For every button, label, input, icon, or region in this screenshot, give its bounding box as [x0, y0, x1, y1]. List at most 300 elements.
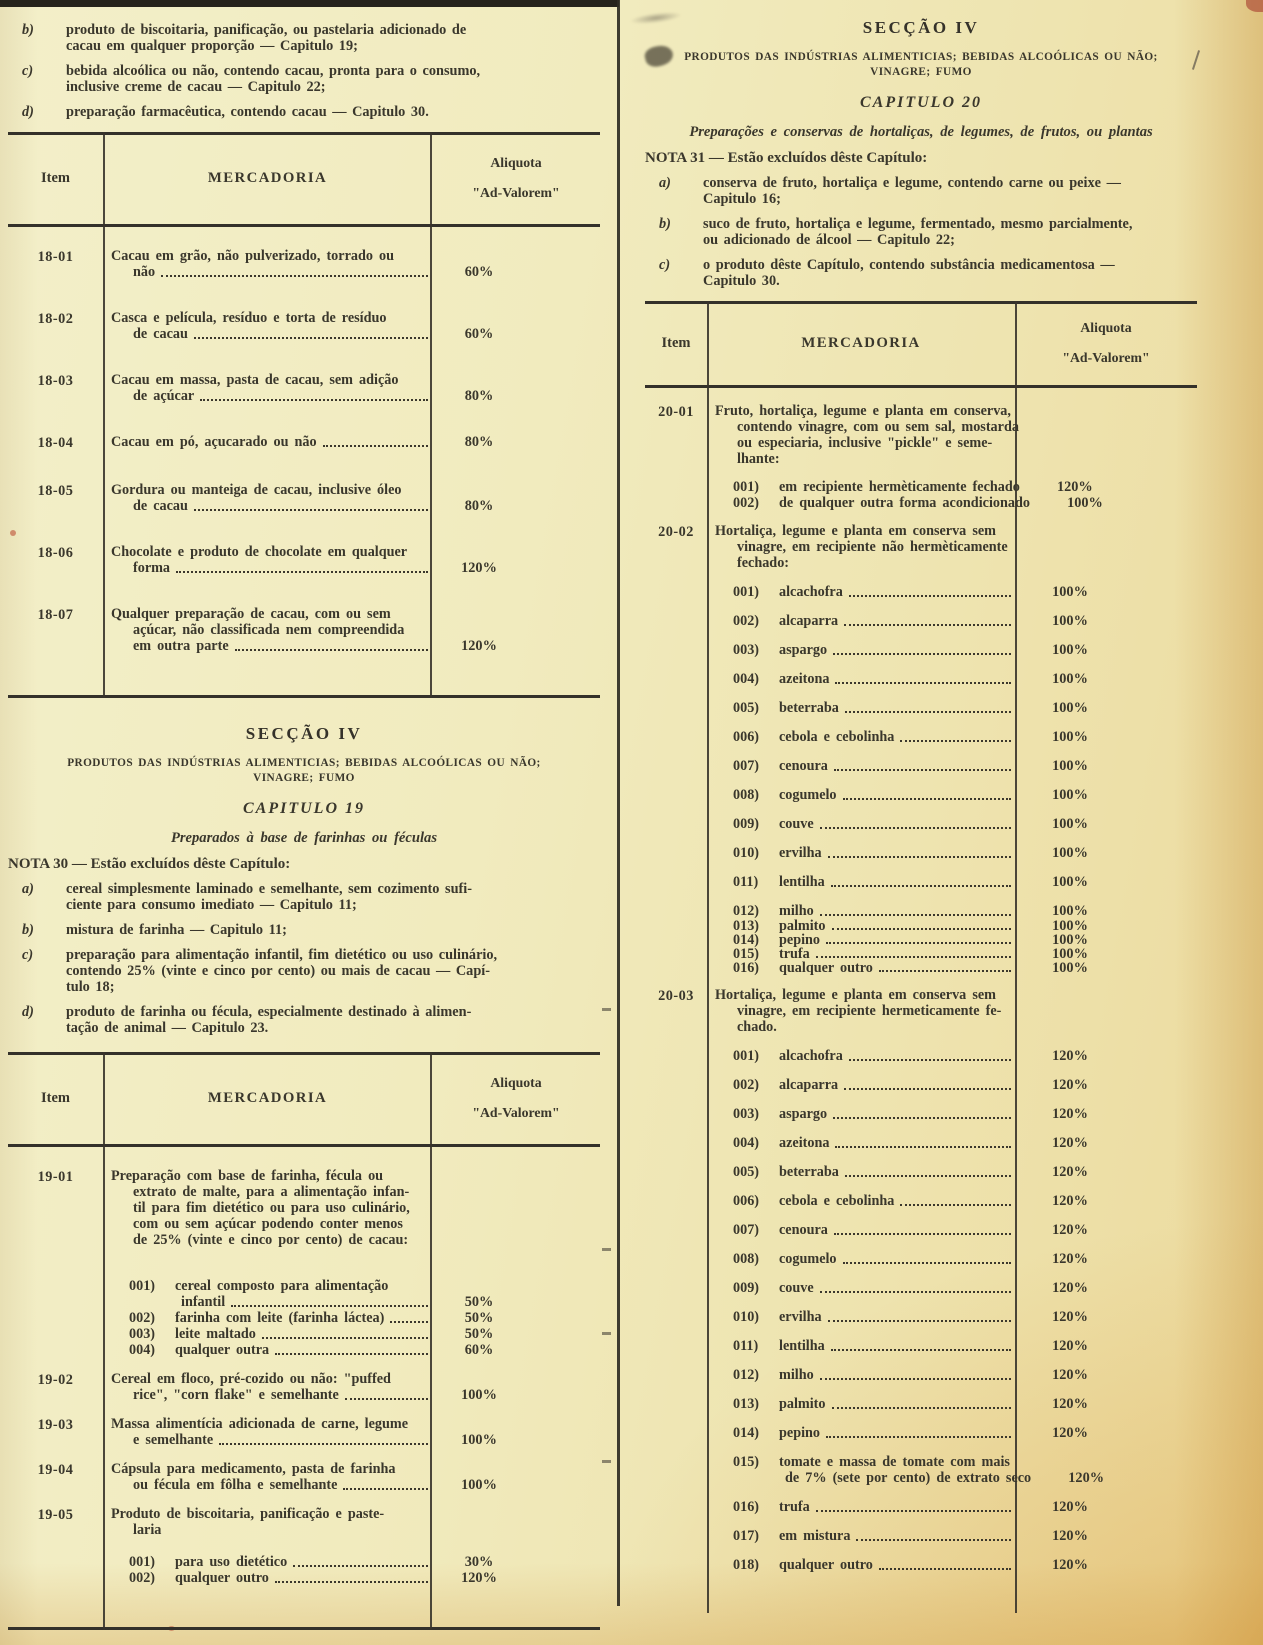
sub-item [707, 729, 1197, 745]
text-line [707, 874, 1197, 890]
table-row [8, 1371, 600, 1403]
dotted-leader [231, 1305, 428, 1307]
merchandise-text: aspargo [779, 642, 828, 658]
merchandise-text: em recipiente hermèticamente fechado [779, 479, 1020, 495]
rate-value: 120% [1052, 1280, 1088, 1296]
merchandise-text: azeitona [779, 1135, 830, 1151]
dotted-leader [293, 1565, 428, 1567]
merchandise-text: ervilha [779, 845, 822, 861]
item-code: 18-03 [37, 373, 74, 389]
note-text [66, 881, 600, 913]
table-body [645, 385, 1197, 1613]
text-line [103, 622, 600, 638]
merchandise-text: e semelhante [133, 1432, 214, 1448]
note-label: d) [22, 1004, 34, 1020]
header-aliquota-line2: "Ad-Valorem" [1062, 350, 1150, 365]
table-row [645, 403, 1197, 511]
dotted-leader [849, 595, 1011, 597]
tariff-table-chapter-18 [8, 132, 600, 698]
merchandise-text: de qualquer outra forma acondicionado [779, 495, 1030, 511]
dotted-leader [826, 942, 1011, 944]
note-line: produto de biscoitaria, panificação, ou pastelaria adicionado de [66, 22, 467, 38]
note-line: preparação farmacêutica, contendo cacau — Capitulo 30. [66, 104, 429, 120]
merchandise-text: Cacau em massa, pasta de cacau, sem adição [111, 372, 399, 388]
sub-item [103, 1326, 600, 1342]
nota31-items [645, 175, 1197, 289]
section-subtitle [645, 50, 1197, 80]
text-line [707, 523, 1197, 539]
item-code: 19-01 [37, 1169, 74, 1185]
note-item [8, 922, 600, 938]
dotted-leader [275, 1581, 428, 1583]
sub-item [103, 1570, 600, 1586]
text-line [707, 1309, 1197, 1325]
text-line [707, 1280, 1197, 1296]
text-line [707, 961, 1197, 975]
header-mercadoria: MERCADORIA [801, 334, 921, 351]
sub-item [707, 613, 1197, 629]
sub-item [707, 903, 1197, 919]
dotted-leader [831, 885, 1011, 887]
note-line: cacau em qualquer proporção — Capitulo 19; [66, 38, 358, 54]
text-line [103, 1184, 600, 1200]
sub-item [103, 1342, 600, 1358]
note-text [703, 216, 1197, 248]
text-line [103, 482, 600, 498]
note-text [703, 257, 1197, 289]
text-line [103, 388, 600, 404]
text-line [103, 1232, 600, 1248]
rate-value: 100% [1052, 903, 1088, 919]
scan-top-edge [0, 0, 619, 7]
merchandise-text: alcachofra [779, 1048, 843, 1064]
merchandise-text: rice", "corn flake" e semelhante [133, 1387, 339, 1403]
row-content [103, 1506, 600, 1586]
text-line [707, 1222, 1197, 1238]
header-aliquota-line2: "Ad-Valorem" [472, 185, 560, 200]
sub-item-number: 004) [733, 671, 760, 687]
item-code: 20-01 [658, 404, 694, 420]
rate-value: 120% [1052, 1164, 1088, 1180]
dotted-leader [200, 399, 428, 401]
merchandise-text: de 7% (sete por cento) de extrato seco [785, 1470, 1032, 1486]
dotted-leader [856, 1539, 1011, 1541]
sub-item [707, 700, 1197, 716]
text-line [707, 700, 1197, 716]
sub-item [707, 1528, 1197, 1544]
note-line: o produto dêste Capítulo, contendo substância medicamentosa — [703, 257, 1115, 273]
dotted-leader [845, 1175, 1011, 1177]
sub-item-number: 015) [733, 946, 760, 962]
text-line [103, 248, 600, 264]
sub-item [707, 584, 1197, 600]
merchandise-text: cebola e cebolinha [779, 729, 895, 745]
item-code: 20-02 [658, 524, 694, 540]
merchandise-text: alcachofra [779, 584, 843, 600]
dotted-leader [345, 1398, 428, 1400]
rate-value: 100% [1052, 642, 1088, 658]
note-line: Capitulo 30. [703, 273, 780, 289]
item-code: 18-02 [37, 311, 74, 327]
tariff-table-chapter-20 [645, 301, 1197, 1613]
text-line [707, 479, 1197, 495]
header-item: Item [661, 334, 691, 351]
rate-value: 120% [1052, 1077, 1088, 1093]
note-label: d) [22, 104, 34, 120]
dotted-leader [235, 649, 428, 651]
margin-tick [602, 1460, 611, 1463]
sub-item [707, 1499, 1197, 1515]
merchandise-text: lentilha [779, 1338, 825, 1354]
note-text [66, 63, 600, 95]
rate-value: 50% [464, 1310, 494, 1326]
margin-tick [602, 1008, 611, 1011]
text-line [707, 403, 1197, 419]
sub-item-number: 003) [733, 1106, 760, 1122]
table-row [8, 248, 600, 280]
text-line [707, 919, 1197, 933]
sub-item [103, 1278, 600, 1310]
rate-value: 120% [1052, 1135, 1088, 1151]
text-line [707, 1470, 1197, 1486]
rate-value: 80% [464, 498, 494, 514]
table-row [8, 482, 600, 514]
sub-item-number: 002) [733, 613, 760, 629]
dotted-leader [835, 682, 1011, 684]
nota-heading: NOTA 30 — Estão excluídos dêste Capítulo: [8, 856, 291, 872]
intro-notes [8, 22, 600, 120]
merchandise-text: cebola e cebolinha [779, 1193, 895, 1209]
table-row [8, 310, 600, 342]
row-content [103, 1168, 600, 1358]
dotted-leader [828, 856, 1011, 858]
merchandise-text: cenoura [779, 1222, 828, 1238]
dotted-leader [194, 509, 428, 511]
merchandise-text: contendo vinagre, com ou sem sal, mostarda [737, 419, 1019, 435]
merchandise-text: alcaparra [779, 613, 839, 629]
chapter-description: Preparações e conservas de hortaliças, de legumes, de frutos, ou plantas [689, 124, 1153, 140]
text-line [707, 642, 1197, 658]
merchandise-text: milho [779, 1367, 814, 1383]
text-line [707, 1396, 1197, 1412]
text-line [707, 1003, 1197, 1019]
nota-heading: NOTA 31 — Estão excluídos dêste Capítulo: [645, 150, 928, 166]
dotted-leader [161, 275, 428, 277]
sub-item-number: 017) [733, 1528, 760, 1544]
sub-items [707, 479, 1197, 511]
table-header [645, 301, 1197, 385]
sub-item-number: 012) [733, 903, 760, 919]
rate-value: 60% [464, 1342, 494, 1358]
merchandise-text: lentilha [779, 874, 825, 890]
rate-value: 100% [1052, 787, 1088, 803]
merchandise-text: aspargo [779, 1106, 828, 1122]
merchandise-text: Massa alimentícia adicionada de carne, legume [111, 1416, 409, 1432]
text-line [707, 435, 1197, 451]
sub-item [707, 919, 1197, 933]
table-header [8, 1052, 600, 1144]
sub-items [707, 1048, 1197, 1573]
sub-item [707, 495, 1197, 511]
row-content [103, 1461, 600, 1493]
rate-value: 120% [1052, 1367, 1088, 1383]
item-code: 20-03 [658, 988, 694, 1004]
sub-item-number: 004) [129, 1342, 156, 1358]
rate-value: 100% [1052, 700, 1088, 716]
sub-item-number: 008) [733, 787, 760, 803]
row-content [707, 987, 1197, 1573]
dotted-leader [826, 1436, 1011, 1438]
sub-item [707, 1222, 1197, 1238]
dotted-leader [844, 624, 1011, 626]
rate-value: 120% [1052, 1251, 1088, 1267]
note-line: bebida alcoólica ou não, contendo cacau, pronta para o consumo, [66, 63, 481, 79]
text-line [103, 1416, 600, 1432]
text-line [103, 1432, 600, 1448]
sub-item [707, 1048, 1197, 1064]
merchandise-text: qualquer outra [175, 1342, 270, 1358]
item-code: 19-02 [37, 1372, 74, 1388]
header-item: Item [41, 1089, 70, 1106]
sub-item-number: 004) [733, 1135, 760, 1151]
header-item: Item [41, 169, 70, 186]
dotted-leader [820, 827, 1011, 829]
text-line [707, 1164, 1197, 1180]
text-line [707, 947, 1197, 961]
note-text [703, 175, 1197, 207]
note-line: conserva de fruto, hortaliça e legume, contendo carne ou peixe — [703, 175, 1121, 191]
row-content [103, 544, 600, 576]
text-line [103, 1506, 600, 1522]
row-content [707, 523, 1197, 975]
text-line [707, 1048, 1197, 1064]
text-line [103, 1554, 600, 1570]
text-line [707, 1077, 1197, 1093]
sub-item-number: 013) [733, 1396, 760, 1412]
note-text [66, 1004, 600, 1036]
note-line: cereal simplesmente laminado e semelhante, sem cozimento sufi- [66, 881, 473, 897]
section-subtitle [8, 756, 600, 786]
text-line [103, 372, 600, 388]
merchandise-text: Cacau em pó, açucarado ou não [111, 434, 317, 450]
rate-value: 30% [464, 1554, 494, 1570]
dotted-leader [816, 956, 1011, 958]
section-title: SECÇÃO IV [862, 18, 980, 37]
sub-item [707, 1309, 1197, 1325]
note-item [645, 257, 1197, 289]
text-line [103, 606, 600, 622]
red-corner-mark [1246, 0, 1263, 12]
sub-item [103, 1554, 600, 1570]
dotted-leader [820, 1291, 1011, 1293]
sub-item [707, 961, 1197, 975]
note-text [66, 22, 600, 54]
text-line [707, 1454, 1197, 1470]
header-aliquota-line1: Aliquota [490, 155, 542, 170]
note-item [8, 63, 600, 95]
dotted-leader [390, 1321, 428, 1323]
merchandise-text: azeitona [779, 671, 830, 687]
text-line [103, 1168, 600, 1184]
sub-item-number: 009) [733, 1280, 760, 1296]
merchandise-text: Cacau em grão, não pulverizado, torrado ou [111, 248, 394, 264]
text-line [103, 1278, 600, 1294]
item-code: 18-04 [37, 435, 74, 451]
dotted-leader [262, 1337, 428, 1339]
dotted-leader [831, 1349, 1011, 1351]
merchandise-text: Chocolate e produto de chocolate em qualquer [111, 544, 408, 560]
rate-value: 80% [464, 434, 494, 450]
sub-item-number: 011) [733, 874, 759, 890]
note-label: a) [659, 175, 671, 191]
margin-tick [602, 1248, 611, 1251]
table-row [8, 1506, 600, 1586]
text-line [707, 933, 1197, 947]
sub-item-number: 008) [733, 1251, 760, 1267]
note-item [645, 175, 1197, 207]
text-line [103, 1477, 600, 1493]
merchandise-text: ou fécula em fôlha e semelhante [133, 1477, 338, 1493]
rate-value: 100% [1052, 918, 1088, 934]
sub-item [707, 758, 1197, 774]
rate-value: 120% [1052, 1425, 1088, 1441]
dotted-leader [879, 1568, 1011, 1570]
sub-items [707, 584, 1197, 975]
rate-value: 120% [1052, 1222, 1088, 1238]
text-line [103, 1570, 600, 1586]
row-content [103, 482, 600, 514]
note-label: c) [22, 947, 34, 963]
item-code: 18-01 [37, 249, 74, 265]
header-mercadoria: MERCADORIA [207, 169, 328, 186]
sub-item-number: 013) [733, 918, 760, 934]
sub-item-number: 002) [129, 1570, 156, 1586]
note-label: c) [22, 63, 34, 79]
dotted-leader [845, 711, 1011, 713]
merchandise-text: açúcar, não classificada nem compreendida [133, 622, 405, 638]
dotted-leader [219, 1443, 428, 1445]
text-line [707, 419, 1197, 435]
text-line [707, 729, 1197, 745]
text-line [103, 326, 600, 342]
sub-item-number: 014) [733, 932, 760, 948]
merchandise-text: milho [779, 903, 814, 919]
note-line: preparação para alimentação infantil, fim dietético ou uso culinário, [66, 947, 498, 963]
sub-item [707, 1251, 1197, 1267]
text-line [707, 1425, 1197, 1441]
sub-item-number: 016) [733, 960, 760, 976]
merchandise-text: farinha com leite (farinha láctea) [175, 1310, 385, 1326]
text-line [103, 498, 600, 514]
merchandise-text: chado. [737, 1019, 777, 1035]
sub-item-number: 003) [129, 1326, 156, 1342]
sub-items [103, 1278, 600, 1358]
note-line: tulo 18; [66, 979, 115, 995]
row-content [103, 1416, 600, 1448]
merchandise-text: de cacau [133, 498, 188, 514]
dotted-leader [900, 740, 1011, 742]
merchandise-text: laria [133, 1522, 162, 1538]
sub-item-number: 009) [733, 816, 760, 832]
section-subtitle-line2: VINAGRE; FUMO [253, 772, 355, 784]
sub-item [707, 479, 1197, 495]
dotted-leader [832, 1407, 1011, 1409]
row-content [707, 403, 1197, 511]
dotted-leader [323, 445, 428, 447]
table-top-rule [8, 132, 600, 135]
sub-item [707, 1106, 1197, 1122]
merchandise-text: beterraba [779, 1164, 839, 1180]
text-line [707, 1193, 1197, 1209]
merchandise-text: em mistura [779, 1528, 851, 1544]
dotted-leader [832, 928, 1011, 930]
section-subtitle-line1: PRODUTOS DAS INDÚSTRIAS ALIMENTICIAS; BEBIDAS ALCOÓLICAS OU NÃO; [684, 51, 1158, 63]
tariff-table-chapter-19 [8, 1052, 600, 1630]
text-line [707, 1557, 1197, 1573]
merchandise-text: Cápsula para medicamento, pasta de farinha [111, 1461, 396, 1477]
dotted-leader [816, 1510, 1011, 1512]
merchandise-text: leite maltado [175, 1326, 256, 1342]
sub-item [707, 1454, 1197, 1486]
table-body [8, 224, 600, 698]
table-row [8, 1416, 600, 1448]
merchandise-text: cereal composto para alimentação [175, 1278, 389, 1294]
merchandise-text: de açúcar [133, 388, 195, 404]
item-code: 19-03 [37, 1417, 74, 1433]
rate-value: 50% [464, 1326, 494, 1342]
rate-value: 120% [1068, 1470, 1105, 1486]
rate-value: 100% [1052, 729, 1088, 745]
text-line [103, 1310, 600, 1326]
rate-value: 100% [1052, 946, 1088, 962]
merchandise-text: vinagre, em recipiente não hermèticamente [737, 539, 1008, 555]
merchandise-text: para uso dietético [175, 1554, 288, 1570]
rate-value: 120% [1052, 1396, 1088, 1412]
dotted-leader [879, 970, 1011, 972]
dotted-leader [833, 1117, 1011, 1119]
text-line [103, 1371, 600, 1387]
sub-item-number: 006) [733, 729, 760, 745]
header-aliquota-line1: Aliquota [1080, 320, 1132, 335]
chapter-title: CAPITULO 19 [243, 800, 365, 817]
sub-item-number: 006) [733, 1193, 760, 1209]
sub-item-number: 016) [733, 1499, 760, 1515]
sub-item-number: 001) [129, 1278, 156, 1294]
merchandise-text: pepino [779, 1425, 821, 1441]
merchandise-text: de cacau [133, 326, 188, 342]
merchandise-text: qualquer outro [175, 1570, 269, 1586]
sub-item-number: 010) [733, 1309, 760, 1325]
merchandise-text: Hortaliça, legume e planta em conserva sem [715, 523, 996, 539]
sub-item-number: 001) [129, 1554, 156, 1570]
sub-item [707, 642, 1197, 658]
merchandise-text: infantil [181, 1294, 226, 1310]
dotted-leader [828, 1320, 1011, 1322]
text-line [707, 555, 1197, 571]
item-code: 19-05 [37, 1507, 74, 1523]
row-content [103, 434, 600, 452]
rate-value: 100% [1052, 613, 1088, 629]
sub-item [707, 1077, 1197, 1093]
merchandise-text: tomate e massa de tomate com mais [779, 1454, 1010, 1470]
header-aliquota [432, 155, 600, 201]
rate-value: 120% [1052, 1338, 1088, 1354]
text-line [707, 451, 1197, 467]
rate-value: 100% [1052, 816, 1088, 832]
rate-value: 120% [461, 638, 497, 654]
text-line [707, 1499, 1197, 1515]
margin-tick [602, 1332, 611, 1335]
